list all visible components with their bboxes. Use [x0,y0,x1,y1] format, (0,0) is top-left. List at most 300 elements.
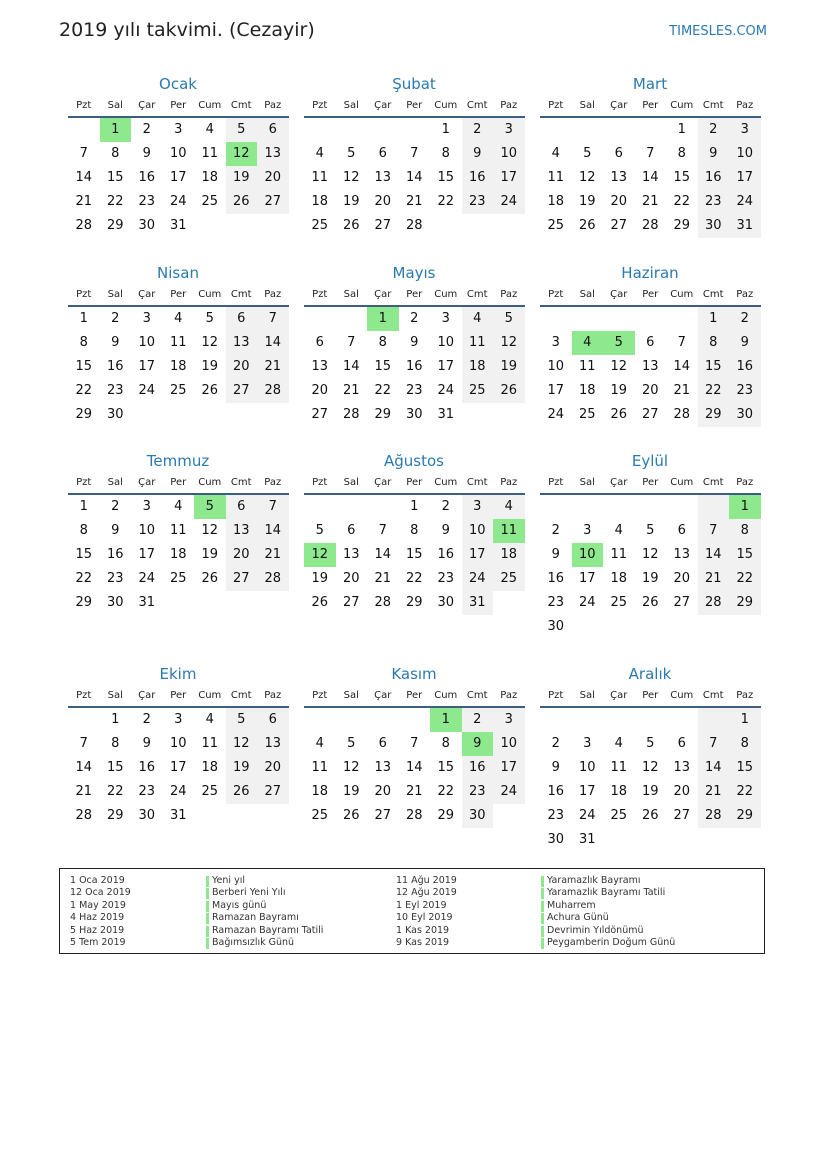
day-cell: 3 [174,712,183,727]
day-cell: 6 [257,708,289,732]
day-cell: 6 [226,495,258,519]
weekday-label: Cum [434,690,458,701]
day-cell: 19 [311,571,329,586]
day-cell: 14 [673,359,691,374]
day-cell: 21 [641,194,659,209]
day-cell: 18 [201,170,219,185]
day-cell: 9 [698,142,730,166]
day-cell: 24 [578,595,596,610]
weekday-label: Per [170,100,187,111]
day-cell: 24 [493,190,525,214]
weekday-label: Sal [343,477,359,488]
weekday-label: Çar [374,289,392,300]
day-cell: 16 [462,166,494,190]
day-cell: 17 [169,170,187,185]
day-grid [304,307,525,427]
empty-cell [68,708,100,732]
month-7 [67,449,289,615]
empty-cell [572,708,604,732]
day-cell: 5 [226,708,258,732]
month-name: Mart [632,75,668,93]
day-cell: 21 [698,780,730,804]
day-cell: 26 [342,808,360,823]
day-cell: 8 [410,523,419,538]
day-cell: 17 [437,359,455,374]
weekday-header [540,473,761,493]
day-cell: 8 [111,146,120,161]
day-grid [68,118,289,238]
day-cell: 19 [201,359,219,374]
weekday-label: Paz [500,690,518,701]
weekday-header [68,473,289,493]
day-cell: 12 [342,170,360,185]
day-cell: 3 [142,499,151,514]
weekday-header [304,473,525,493]
holiday-name: Devrimin Yıldönümü [547,924,644,936]
day-cell: 14 [257,331,289,355]
day-cell: 3 [174,122,183,137]
weekday-label: Cmt [702,477,724,488]
day-cell: 15 [75,359,93,374]
day-cell: 24 [547,407,565,422]
day-cell: 10 [729,142,761,166]
day-cell: 9 [111,523,120,538]
day-cell: 3 [583,523,592,538]
day-cell: 10 [493,142,525,166]
weekday-label: Sal [343,289,359,300]
day-cell: 5 [493,307,525,331]
day-cell: 8 [677,146,686,161]
day-cell: 16 [106,547,124,562]
day-cell: 4 [614,523,623,538]
day-cell: 4 [493,495,525,519]
month-name: Aralık [628,665,672,683]
day-cell: 3 [583,736,592,751]
day-cell: 26 [493,379,525,403]
weekday-label: Çar [138,477,156,488]
holiday-color-marker [541,938,544,949]
day-grid [540,307,761,427]
day-cell: 7 [677,335,686,350]
day-cell: 23 [462,780,494,804]
empty-cell [336,307,368,331]
day-cell: 27 [226,567,258,591]
month-8 [303,449,525,615]
empty-cell [635,307,667,331]
day-cell: 28 [698,591,730,615]
day-cell: 12 [226,732,258,756]
day-cell: 6 [677,736,686,751]
empty-cell [603,708,635,732]
weekday-label: Sal [343,690,359,701]
day-cell: 8 [729,732,761,756]
day-cell: 15 [405,547,423,562]
weekday-label: Sal [107,289,123,300]
day-cell: 28 [405,218,423,233]
page-title: 2019 yılı takvimi. (Cezayir) [59,19,315,41]
day-cell: 19 [342,194,360,209]
day-cell: 14 [405,170,423,185]
weekday-label: Pzt [548,289,564,300]
day-cell: 29 [75,407,93,422]
day-cell: 3 [462,495,494,519]
day-cell: 21 [75,784,93,799]
day-cell: 6 [378,736,387,751]
day-cell: 18 [493,543,525,567]
empty-cell [367,118,399,142]
weekday-label: Cum [434,289,458,300]
day-cell: 16 [106,359,124,374]
day-cell: 27 [673,595,691,610]
weekday-label: Sal [579,100,595,111]
weekday-label: Cum [434,100,458,111]
day-cell: 11 [311,170,329,185]
day-cell: 23 [138,194,156,209]
day-cell: 30 [698,214,730,238]
weekday-label: Çar [610,100,628,111]
day-cell: 1 [698,307,730,331]
empty-cell [367,708,399,732]
day-cell: 15 [698,355,730,379]
weekday-label: Per [170,289,187,300]
day-cell: 28 [673,407,691,422]
weekday-label: Paz [736,100,754,111]
month-12 [539,662,761,852]
day-cell: 25 [169,383,187,398]
weekday-header [68,285,289,305]
day-cell: 12 [641,547,659,562]
day-cell: 22 [437,194,455,209]
day-cell: 3 [551,335,560,350]
day-cell: 30 [437,595,455,610]
weekday-header [540,96,761,116]
day-cell: 18 [311,194,329,209]
empty-cell [698,495,730,519]
empty-cell [572,307,604,331]
day-cell: 15 [729,756,761,780]
day-cell: 25 [462,379,494,403]
day-cell: 28 [342,407,360,422]
day-cell: 15 [106,170,124,185]
day-cell: 21 [374,571,392,586]
day-cell: 23 [405,383,423,398]
day-cell: 25 [610,808,628,823]
day-cell: 29 [437,808,455,823]
day-cell: 22 [374,383,392,398]
day-cell: 15 [437,760,455,775]
day-cell: 17 [138,547,156,562]
day-cell: 22 [437,784,455,799]
day-cell: 17 [169,760,187,775]
day-cell: 15 [437,170,455,185]
day-cell: 13 [673,760,691,775]
day-cell: 19 [610,383,628,398]
day-cell: 12 [493,331,525,355]
day-cell: 20 [342,571,360,586]
holiday-name: Peygamberin Doğum Günü [547,937,676,948]
day-cell: 23 [106,571,124,586]
empty-cell [304,708,336,732]
day-cell: 1 [441,122,450,137]
weekday-label: Per [406,289,423,300]
day-cell: 3 [729,118,761,142]
day-cell: 9 [111,335,120,350]
day-cell: 21 [342,383,360,398]
empty-cell [336,495,368,519]
day-cell: 20 [374,784,392,799]
day-cell: 14 [641,170,659,185]
empty-cell [603,118,635,142]
holiday-date: 1 May 2019 [70,899,126,911]
day-cell: 14 [405,760,423,775]
day-cell: 13 [311,359,329,374]
weekday-label: Çar [610,477,628,488]
empty-cell [540,708,572,732]
day-cell: 9 [142,146,151,161]
weekday-label: Çar [138,289,156,300]
day-cell: 20 [311,383,329,398]
day-cell: 23 [547,595,565,610]
day-cell: 18 [311,784,329,799]
day-cell: 29 [405,595,423,610]
day-cell: 27 [311,407,329,422]
day-cell: 27 [342,595,360,610]
day-cell: 8 [378,335,387,350]
day-cell: 7 [698,732,730,756]
month-10 [67,662,289,828]
day-grid [68,495,289,615]
day-grid [304,708,525,828]
weekday-label: Paz [500,477,518,488]
day-cell: 21 [673,383,691,398]
weekday-label: Per [406,690,423,701]
weekday-header [68,686,289,706]
day-cell: 9 [441,523,450,538]
day-cell: 26 [226,780,258,804]
day-cell: 10 [437,335,455,350]
holiday-date: 11 Ağu 2019 [396,875,457,886]
day-cell: 6 [378,146,387,161]
day-cell: 21 [698,567,730,591]
day-cell: 5 [315,523,324,538]
day-cell: 20 [610,194,628,209]
weekday-label: Cmt [466,690,488,701]
weekday-header [304,686,525,706]
brand-link[interactable]: TIMESLES.COM [669,24,767,39]
weekday-label: Sal [343,100,359,111]
day-cell: 12 [610,359,628,374]
day-cell: 13 [641,359,659,374]
holiday-day-cell: 10 [572,543,604,567]
month-9 [539,449,761,639]
day-cell: 12 [201,335,219,350]
day-cell: 27 [257,780,289,804]
day-cell: 29 [374,407,392,422]
day-cell: 14 [374,547,392,562]
day-cell: 18 [462,355,494,379]
holiday-color-marker [206,913,209,924]
day-cell: 31 [437,407,455,422]
day-cell: 23 [698,190,730,214]
day-cell: 28 [641,218,659,233]
holiday-day-cell: 12 [226,142,258,166]
day-cell: 11 [311,760,329,775]
month-name: Mayıs [392,264,436,282]
month-name: Eylül [631,452,669,470]
day-cell: 16 [405,359,423,374]
day-cell: 6 [677,523,686,538]
day-cell: 22 [106,784,124,799]
day-cell: 9 [551,760,560,775]
day-cell: 15 [673,170,691,185]
day-cell: 8 [698,331,730,355]
day-cell: 27 [641,407,659,422]
day-cell: 18 [610,571,628,586]
empty-cell [698,708,730,732]
day-cell: 26 [641,595,659,610]
holiday-color-marker [541,901,544,912]
day-cell: 14 [75,170,93,185]
day-grid [68,708,289,828]
holiday-date: 1 Eyl 2019 [396,899,447,911]
day-cell: 27 [226,379,258,403]
empty-cell [336,708,368,732]
day-cell: 1 [677,122,686,137]
holiday-name: Yaramazlık Bayramı [547,875,641,886]
weekday-label: Pzt [312,477,328,488]
holiday-color-marker [541,926,544,937]
day-cell: 29 [106,808,124,823]
day-cell: 19 [342,784,360,799]
day-cell: 17 [578,784,596,799]
holiday-date: 1 Oca 2019 [70,875,125,886]
day-cell: 8 [79,335,88,350]
weekday-label: Cmt [702,289,724,300]
day-cell: 14 [342,359,360,374]
holiday-legend [59,868,765,954]
day-cell: 5 [646,736,655,751]
day-cell: 8 [441,736,450,751]
weekday-label: Sal [579,690,595,701]
weekday-label: Cum [670,289,694,300]
day-cell: 16 [729,355,761,379]
holiday-date: 9 Kas 2019 [396,937,450,948]
weekday-label: Cmt [466,289,488,300]
day-cell: 28 [698,804,730,828]
day-cell: 11 [547,170,565,185]
day-cell: 28 [405,808,423,823]
empty-cell [603,495,635,519]
day-cell: 14 [257,519,289,543]
weekday-label: Pzt [548,690,564,701]
weekday-label: Çar [610,289,628,300]
day-cell: 12 [578,170,596,185]
day-cell: 1 [729,708,761,732]
weekday-label: Cmt [466,477,488,488]
weekday-label: Pzt [312,100,328,111]
day-cell: 24 [169,784,187,799]
day-cell: 21 [257,543,289,567]
day-cell: 19 [578,194,596,209]
month-6 [539,261,761,427]
day-cell: 4 [174,311,183,326]
day-cell: 13 [257,142,289,166]
day-cell: 3 [142,311,151,326]
empty-cell [399,708,431,732]
day-cell: 31 [169,218,187,233]
day-cell: 17 [462,543,494,567]
day-cell: 20 [226,543,258,567]
day-cell: 22 [75,571,93,586]
day-cell: 6 [347,523,356,538]
day-cell: 7 [698,519,730,543]
day-cell: 28 [75,808,93,823]
day-cell: 7 [257,307,289,331]
day-cell: 14 [75,760,93,775]
weekday-label: Pzt [548,100,564,111]
day-cell: 24 [169,194,187,209]
day-cell: 23 [437,571,455,586]
holiday-name: Ramazan Bayramı Tatili [212,924,324,936]
weekday-label: Cum [434,477,458,488]
day-cell: 25 [493,567,525,591]
day-cell: 17 [493,166,525,190]
day-cell: 19 [226,166,258,190]
weekday-label: Çar [374,477,392,488]
weekday-label: Paz [736,690,754,701]
holiday-day-cell: 5 [603,331,635,355]
holiday-day-cell: 11 [493,519,525,543]
day-cell: 30 [405,407,423,422]
day-cell: 9 [729,331,761,355]
day-cell: 4 [205,122,214,137]
weekday-label: Paz [264,477,282,488]
holiday-name: Achura Günü [547,912,609,924]
day-cell: 15 [106,760,124,775]
day-cell: 16 [437,547,455,562]
empty-cell [635,495,667,519]
day-cell: 22 [106,194,124,209]
day-cell: 1 [111,712,120,727]
day-cell: 30 [106,407,124,422]
day-cell: 25 [311,218,329,233]
holiday-color-marker [541,913,544,924]
empty-cell [304,118,336,142]
day-cell: 4 [315,736,324,751]
day-cell: 7 [79,146,88,161]
day-cell: 5 [226,118,258,142]
holiday-name: Berberi Yeni Yılı [212,887,286,899]
holiday-day-cell: 1 [729,495,761,519]
weekday-label: Pzt [312,690,328,701]
empty-cell [304,495,336,519]
day-cell: 20 [641,383,659,398]
day-cell: 13 [226,331,258,355]
day-cell: 2 [111,311,120,326]
holiday-name: Yeni yıl [212,875,245,886]
weekday-label: Paz [264,289,282,300]
day-cell: 30 [462,804,494,828]
day-cell: 20 [673,784,691,799]
day-grid [68,307,289,427]
day-cell: 29 [75,595,93,610]
day-cell: 25 [578,407,596,422]
day-cell: 18 [169,359,187,374]
holiday-color-marker [541,876,544,887]
weekday-label: Cmt [466,100,488,111]
day-cell: 11 [610,760,628,775]
holiday-date: 12 Ağu 2019 [396,887,457,899]
